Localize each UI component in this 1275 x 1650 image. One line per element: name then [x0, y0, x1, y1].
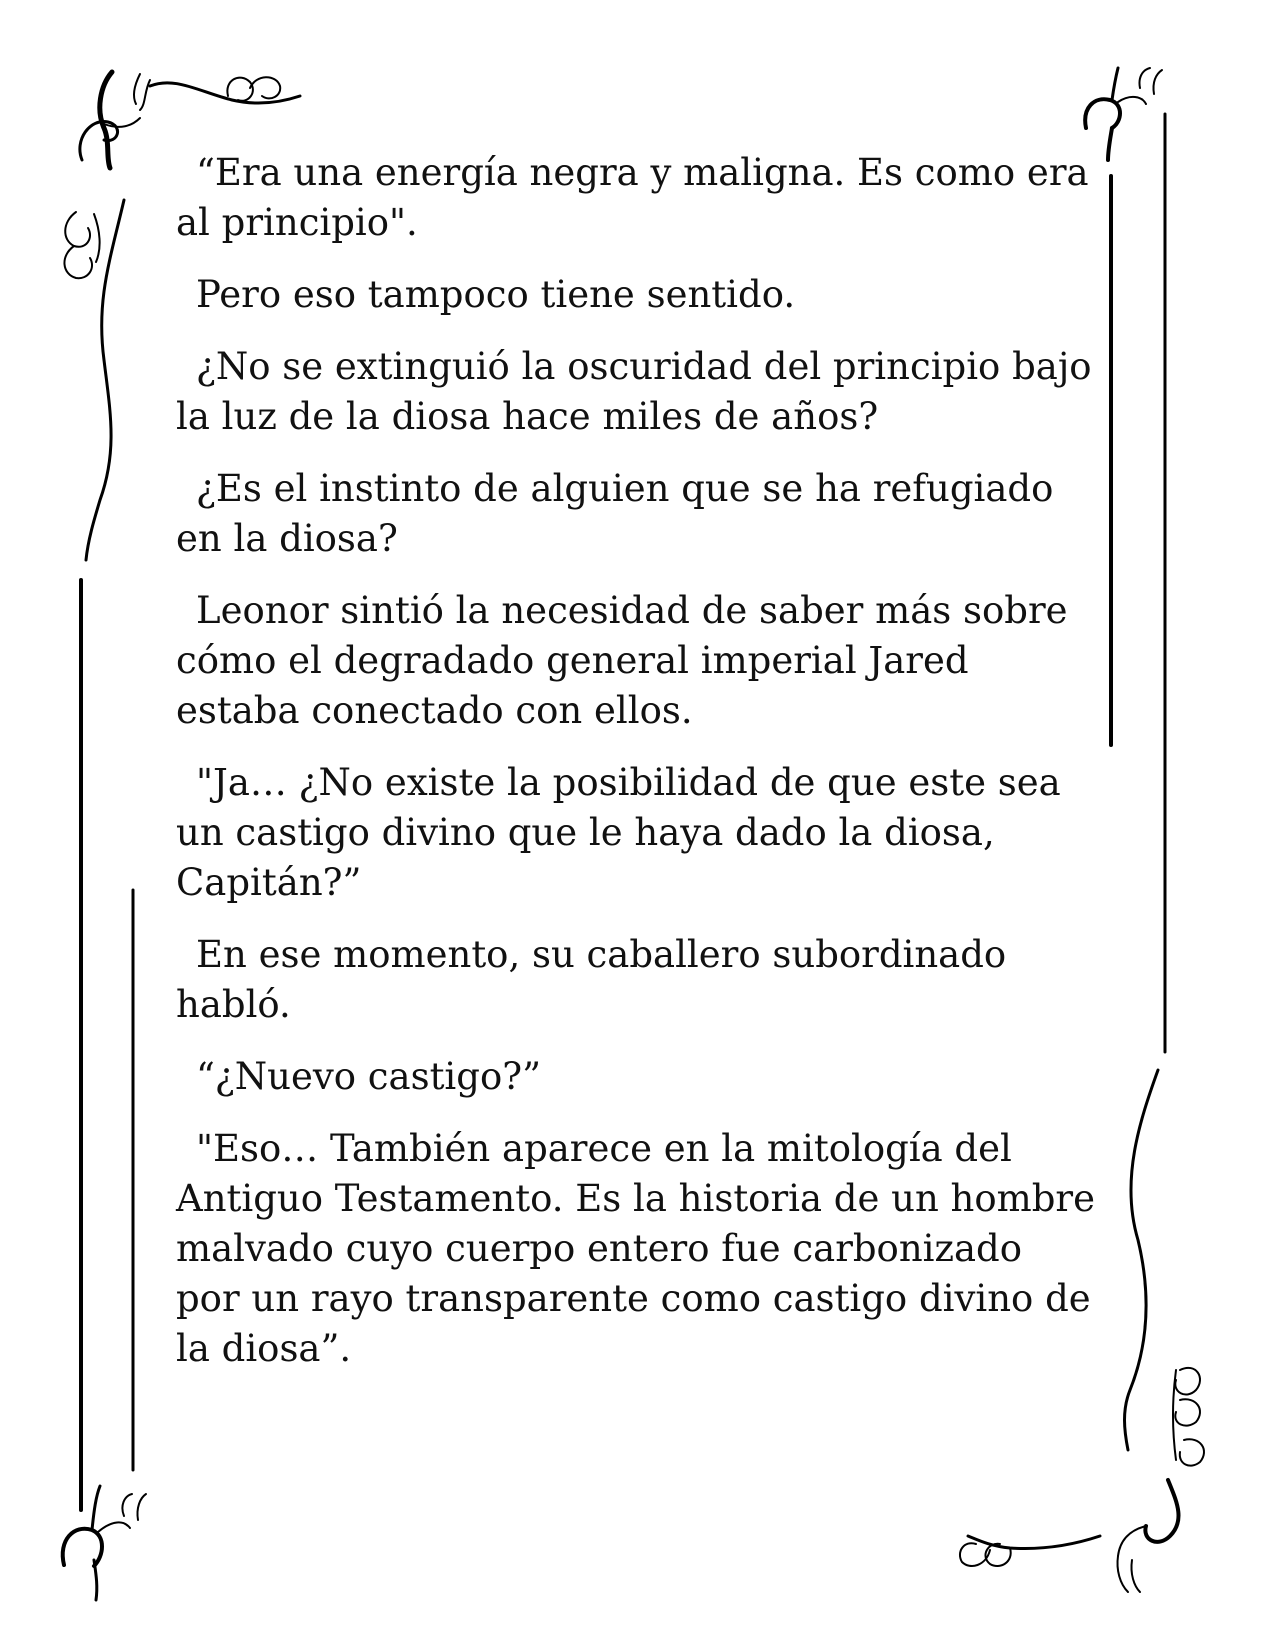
paragraph-9: "Eso… También aparece en la mitología del Antiguo Testamento. Es la historia de un hombre malvado cuyo cuerpo entero fue carbonizado por un rayo transparente como castigo divino de la diosa”.	[176, 1127, 1107, 1370]
paragraph-5: Leonor sintió la necesidad de saber más sobre cómo el degradado general imperial Jared estaba conectado con ellos.	[176, 589, 1080, 732]
top-right-flourish	[1085, 68, 1162, 160]
paragraph-6: "Ja… ¿No existe la posibilidad de que este sea un castigo divino que le haya dado la diosa, Capitán?”	[176, 761, 1073, 904]
page-text	[176, 148, 1107, 1396]
paragraph-1: “Era una energía negra y maligna. Es como era al principio".	[176, 151, 1101, 244]
paragraph-3: ¿No se extinguió la oscuridad del principio bajo la luz de la diosa hace miles de años?	[176, 345, 1104, 438]
paragraph-8: “¿Nuevo castigo?”	[196, 1055, 541, 1098]
paragraph-4: ¿Es el instinto de alguien que se ha refugiado en la diosa?	[176, 467, 1066, 560]
paragraph-2: Pero eso tampoco tiene sentido.	[196, 273, 796, 316]
bottom-left-flourish	[63, 1486, 146, 1600]
paragraph-7: En ese momento, su caballero subordinado habló.	[176, 933, 1018, 1026]
